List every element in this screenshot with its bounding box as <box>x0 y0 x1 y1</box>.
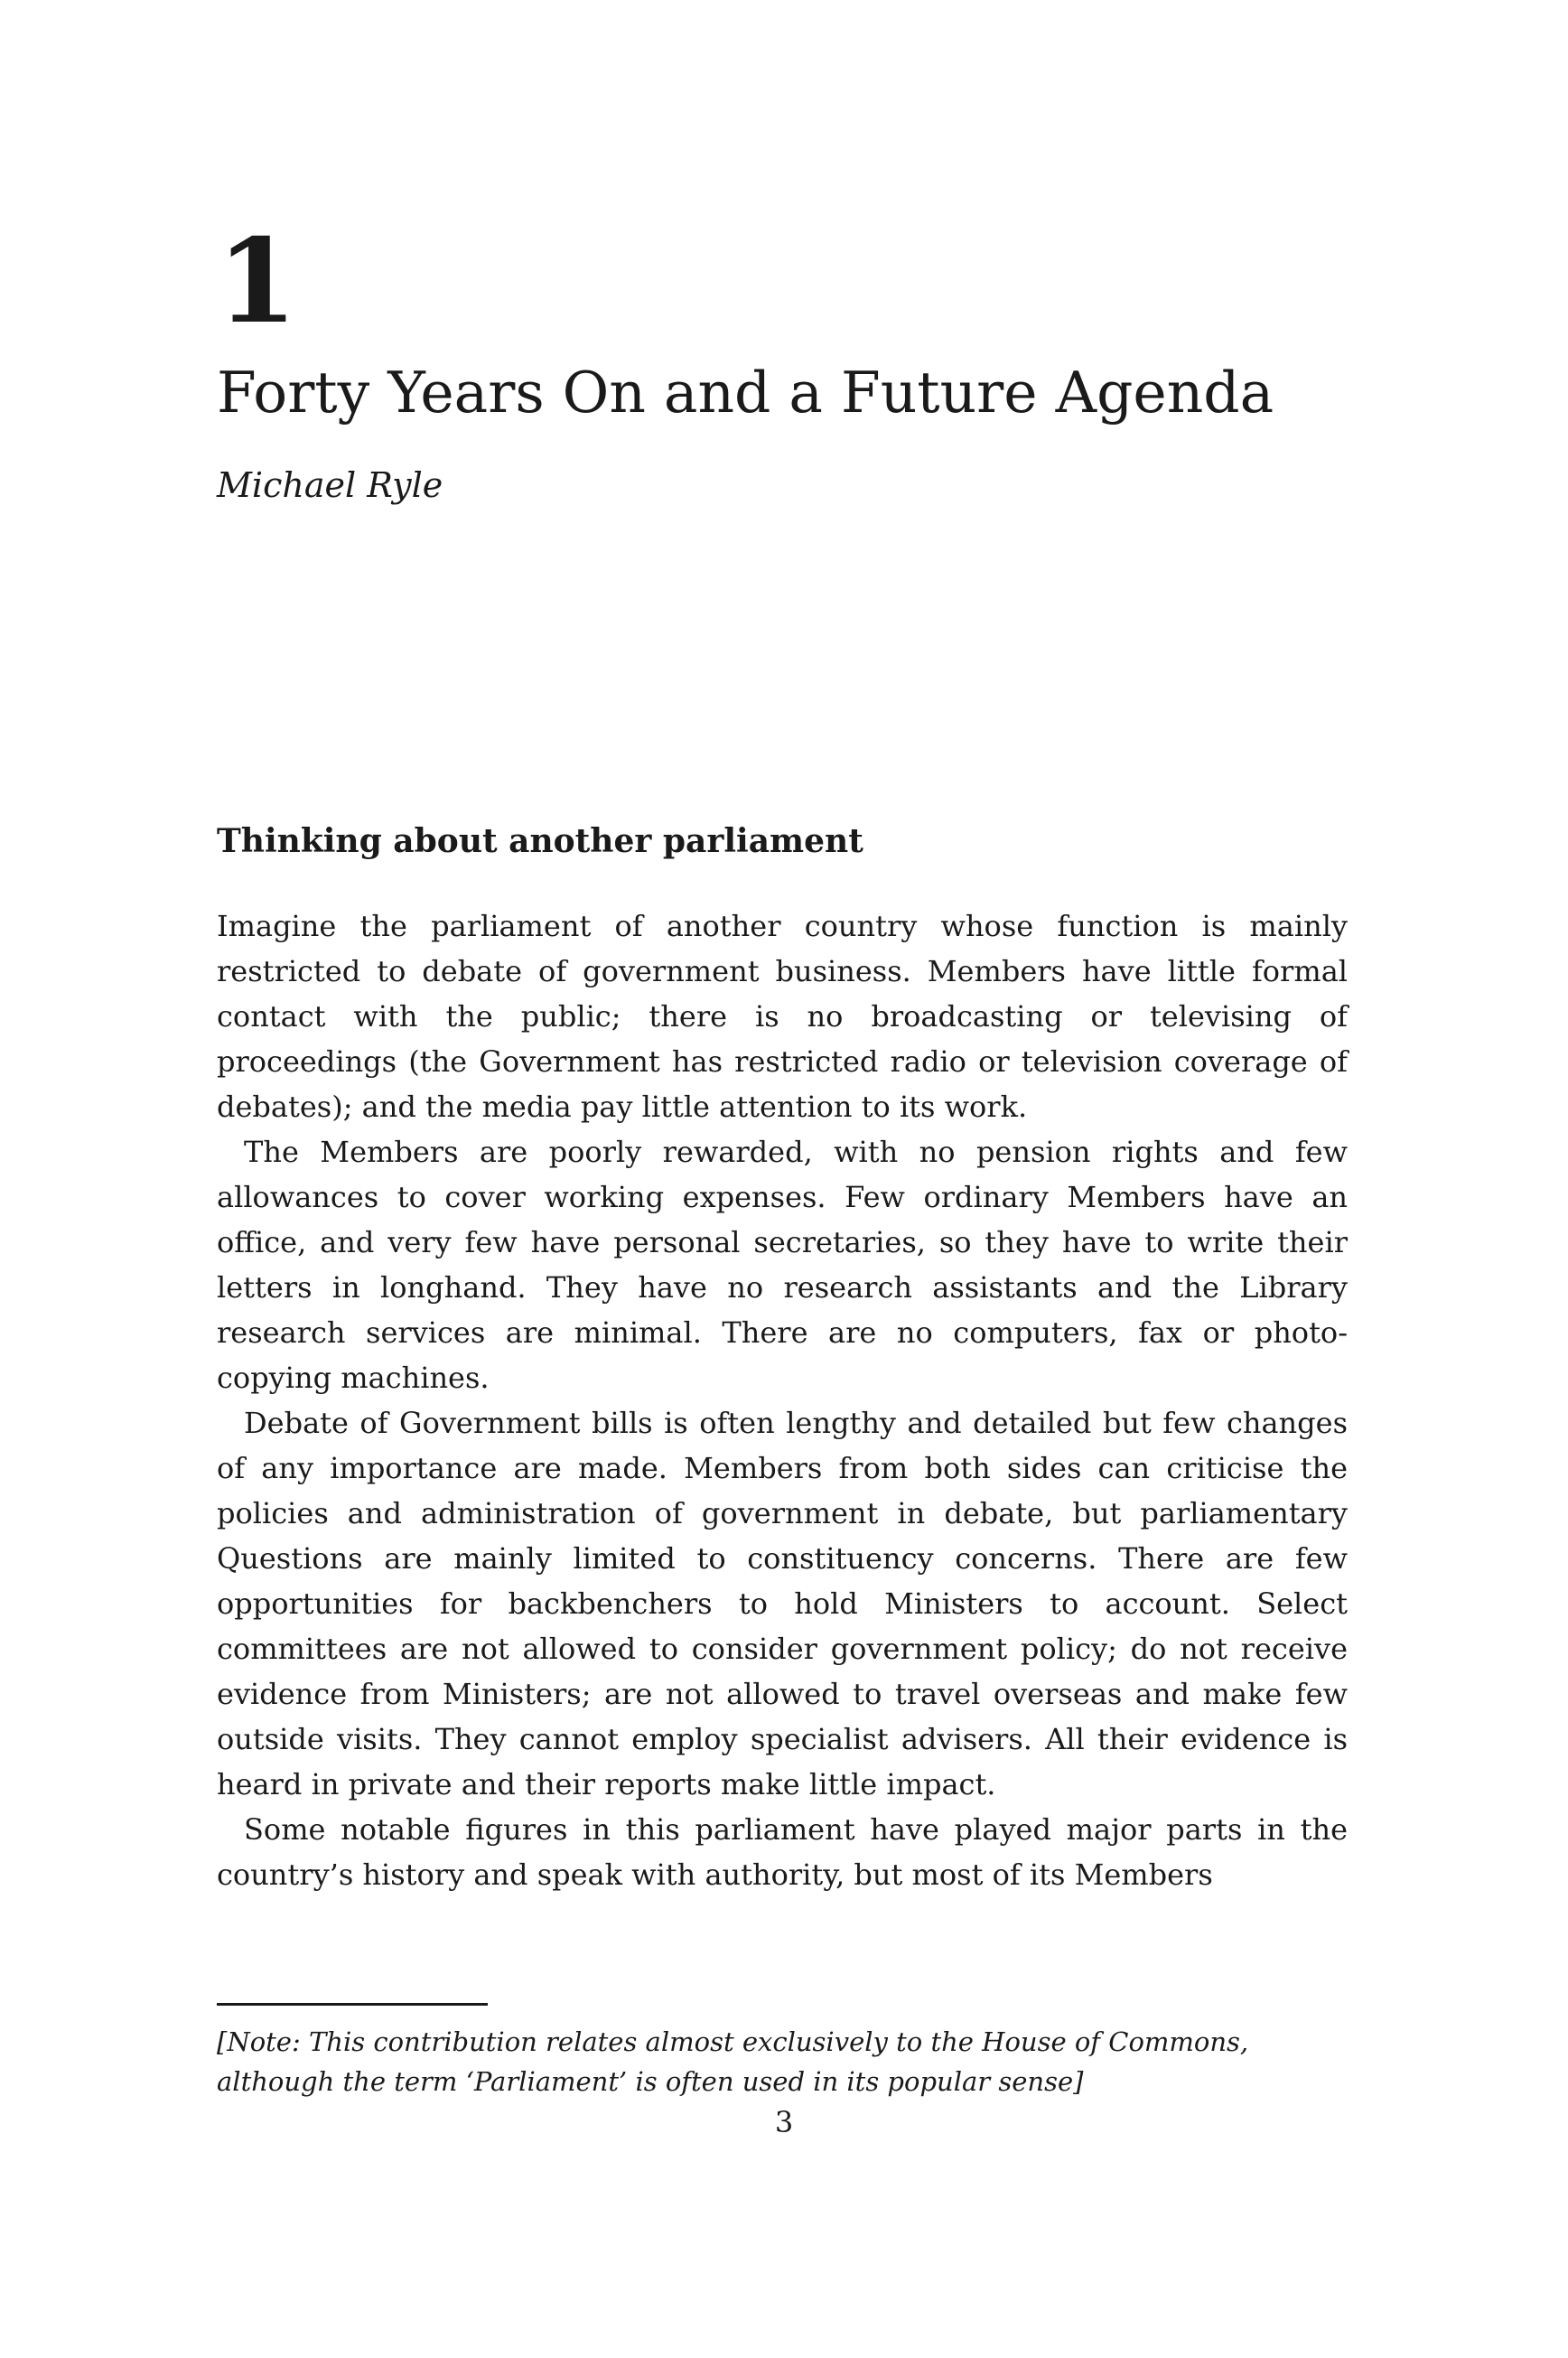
paragraph: Debate of Government bills is often lengthy and detailed but few changes of any importance are made. Members from both sides can criticise the policies and administration of government in debate, but parliamentary Questions are mainly limited to constituency concerns. There are few opportunities for backbenchers to hold Ministers to account. Select committees are not allowed to consider government policy; do not receive evidence from Ministers; are not allowed to travel overseas and make few outside visits. They cannot employ specialist advisers. All their evidence is heard in private and their reports make little impact. <box>217 1406 1348 1801</box>
page-number: 3 <box>774 2105 794 2139</box>
chapter-author: Michael Ryle <box>217 465 443 505</box>
section-heading: Thinking about another parliament <box>217 822 863 860</box>
body-text <box>217 903 1348 1897</box>
footnote: [Note: This contribution relates almost exclusively to the House of Commons, although the term ‘Parliament’ is often used in its popular sense] <box>217 2026 1249 2097</box>
chapter-title: Forty Years On and a Future Agenda <box>217 360 1274 426</box>
chapter-number: 1 <box>217 214 298 350</box>
paragraph: The Members are poorly rewarded, with no pension rights and few allowances to cover working expenses. Few ordinary Members have an office, and very few have personal secretaries, so they have to write their letters in longhand. They have no research assistants and the Library research services are minimal. There are no computers, fax or photo-copying machines. <box>217 1135 1348 1395</box>
footnote-divider <box>217 2003 488 2006</box>
paragraph: Imagine the parliament of another country whose function is mainly restricted to debate of government business. Members have little formal contact with the public; there is no broadcasting or televising of proceedings (the Government has restricted radio or television coverage of debates); and the media pay little attention to its work. <box>217 909 1348 1124</box>
paragraph: Some notable figures in this parliament have played major parts in the country’s history and speak with authority, but most of its Members <box>217 1812 1348 1892</box>
